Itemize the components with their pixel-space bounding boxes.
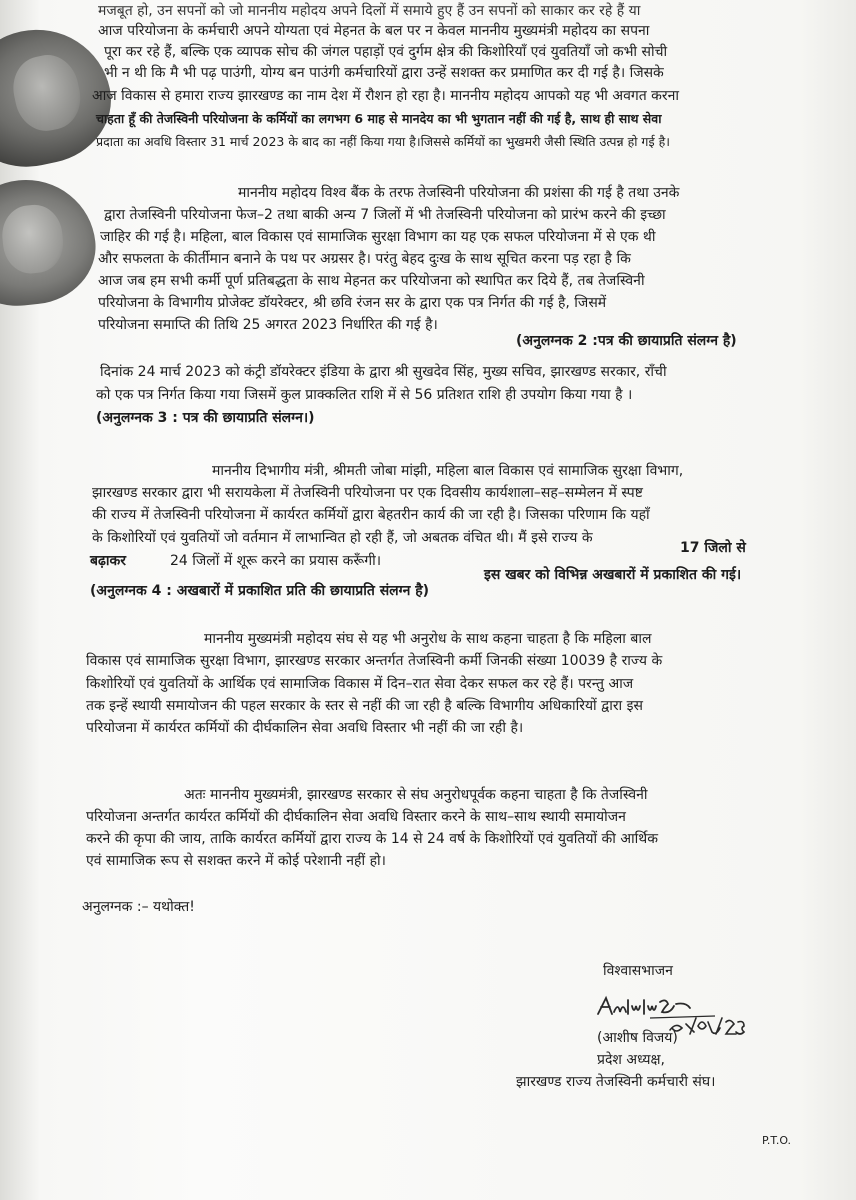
thumb-finger xyxy=(0,173,101,312)
text-line-bold: बढ़ाकर xyxy=(90,553,126,569)
signatory-designation: प्रदेश अध्यक्ष, xyxy=(597,1052,665,1068)
text-line: विकास एवं सामाजिक सुरक्षा विभाग, झारखण्ड सरकार अन्तर्गत तेजस्विनी कर्मी जिनकी संख्या 10039 है राज्य के xyxy=(86,653,663,669)
text-line: झारखण्ड सरकार द्वारा भी सरायकेला में तेजस्विनी परियोजना पर एक दिवसीय कार्यशाला–सह–सम्मेलन में स्पष्ट xyxy=(92,485,643,501)
text-line: किशोरियों एवं युवतियों के आर्थिक एवं सामाजिक विकास में दिन–रात सेवा देकर सफल कर रहे हैं। परन्तु आज xyxy=(86,676,634,692)
annexure-note: (अनुलग्नक 4 : अखबारों में प्रकाशित प्रति की छायाप्रति संलग्न है) xyxy=(90,583,430,599)
text-line-bold: इस खबर को विभिन्न अखबारों में प्रकाशित की गई। xyxy=(484,567,742,583)
pto-label: P.T.O. xyxy=(762,1134,792,1147)
text-line: पूरा कर रहे हैं, बल्कि एक व्यापक सोच की जंगल पहाड़ों एवं दुर्गम क्षेत्र की किशोरियाँ एवं युवतियाँ जो कभी सोची xyxy=(104,44,668,60)
signatory-organization: झारखण्ड राज्य तेजस्विनी कर्मचारी संघ। xyxy=(516,1074,716,1090)
text-line: परियोजना के विभागीय प्रोजेक्ट डॉयरेक्टर, श्री छवि रंजन सर के द्वारा एक पत्र निर्गत की गई है, जिसमें xyxy=(98,295,607,311)
thumb-nail xyxy=(7,50,86,137)
text-line: एवं सामाजिक रूप से सशक्त करने में कोई परेशानी नहीं हो। xyxy=(86,853,386,869)
text-line: परियोजना अन्तर्गत कार्यरत कर्मियों की दीर्घकालिन सेवा अवधि विस्तार करने के साथ–साथ स्थायी समायोजन xyxy=(86,809,626,825)
text-line: की राज्य में तेजस्विनी परियोजना में कार्यरत कर्मियों द्वारा बेहतरीन कार्य की जा रही है। जिसका परिणाम कि यहाँ xyxy=(92,507,650,523)
text-line: आज जब हम सभी कर्मी पूर्ण प्रतिबद्धता के साथ मेहनत कर परियोजना को स्थापित कर दिये हैं, तब तेजस्विनी xyxy=(98,273,645,289)
text-line: चाहता हूँ की तेजस्विनी परियोजना के कर्मियों का लगभग 6 माह से मानदेय का भी भुगतान नहीं की गई है, साथ ही साथ सेवा xyxy=(96,111,662,126)
text-line: माननीय महोदय विश्व बैंक के तरफ तेजस्विनी परियोजना की प्रशंसा की गई है तथा उनके xyxy=(238,185,680,201)
text-line: प्रदाता का अवधि विस्तार 31 मार्च 2023 के बाद का नहीं किया गया है।जिससे कर्मियों का भुखमरी जैसी स्थिति उत्पन्न हो गई है। xyxy=(96,134,670,149)
text-line: भी न थी कि मै भी पढ़ पाउंगी, योग्य बन पाउंगी कर्मचारियों द्वारा उन्हें सशक्त कर प्रमाणित कर दी गई है। जिसके xyxy=(104,65,664,81)
text-line: माननीय दिभागीय मंत्री, श्रीमती जोबा मांझी, महिला बाल विकास एवं सामाजिक सुरक्षा विभाग, xyxy=(212,463,684,479)
signatory-name: (आशीष विजय) xyxy=(597,1030,678,1046)
text-line: अतः माननीय मुख्यमंत्री, झारखण्ड सरकार से संघ अनुरोधपूर्वक कहना चाहता है कि तेजस्विनी xyxy=(184,787,648,803)
annexure-note: (अनुलग्नक 3 : पत्र की छायाप्रति संलग्न।) xyxy=(96,410,315,426)
text-line: आज विकास से हमारा राज्य झारखण्ड का नाम देश में रौशन हो रहा है। माननीय महोदय आपको यह भी अवगत करना xyxy=(92,88,680,104)
text-line: मजबूत हो, उन सपनों को जो माननीय महोदय अपने दिलों में समाये हुए हैं उन सपनों को साकार कर रहे हैं या xyxy=(98,3,641,19)
text-line: और सफलता के कीर्तीमान बनाने के पथ पर अग्रसर है। परंतु बेहद दुःख के साथ सूचित करना पड़ रहा है कि xyxy=(98,251,631,267)
text-line: आज परियोजना के कर्मचारी अपने योग्यता एवं मेहनत के बल पर न केवल माननीय मुख्यमंत्री महोदय का सपना xyxy=(98,23,650,39)
text-line: परियोजना समाप्ति की तिथि 25 अगरत 2023 निर्धारित की गई है। xyxy=(98,317,438,333)
text-line: तक इन्हें स्थायी समायोजन की पहल सरकार के स्तर से नहीं की जा रही है बल्कि विभागीय अधिकारियों द्वारा इस xyxy=(86,698,643,714)
text-line: के किशोरियों एवं युवतियों जो वर्तमान में लाभान्वित हो रही हैं, जो अबतक वंचित थी। मैं इसे राज्य के xyxy=(92,530,593,546)
closing: विश्वासभाजन xyxy=(603,963,673,979)
text-line: करने की कृपा की जाय, ताकि कार्यरत कर्मियों द्वारा राज्य के 14 से 24 वर्ष के किशोरियों एवं युवतियों की आर्थिक xyxy=(86,831,658,847)
annexure-line: अनुलग्नक :– यथोक्त! xyxy=(82,899,195,915)
text-line: जाहिर की गई है। महिला, बाल विकास एवं सामाजिक सुरक्षा विभाग का यह एक सफल परियोजना में से एक थी xyxy=(100,229,656,245)
text-line-bold: 17 जिलो से xyxy=(680,540,746,556)
thumb-nail xyxy=(0,202,66,276)
text-line: को एक पत्र निर्गत किया गया जिसमें कुल प्राक्कलित राशि में से 56 प्रतिशत राशि ही उपयोग किया गया है । xyxy=(96,387,633,403)
text-line: 24 जिलों में शूरू करने का प्रयास करूँगी। xyxy=(170,553,382,569)
text-line: द्वारा तेजस्विनी परियोजना फेज–2 तथा बाकी अन्य 7 जिलों में भी तेजस्विनी परियोजना को प्रारंभ करने की इच्छा xyxy=(104,207,666,223)
text-line: दिनांक 24 मार्च 2023 को कंट्री डॉयरेक्टर इंडिया के द्वारा श्री सुखदेव सिंह, मुख्य सचिव, झारखण्ड सरकार, राँची xyxy=(100,364,667,380)
annexure-note: (अनुलग्नक 2 :पत्र की छायाप्रति संलग्न है) xyxy=(516,333,737,349)
text-line: माननीय मुख्यमंत्री महोदय संघ से यह भी अनुरोध के साथ कहना चाहता है कि महिला बाल xyxy=(204,631,652,647)
text-line: परियोजना में कार्यरत कर्मियों की दीर्घकालिन सेवा अवधि विस्तार भी नहीं की जा रही है। xyxy=(86,720,524,736)
